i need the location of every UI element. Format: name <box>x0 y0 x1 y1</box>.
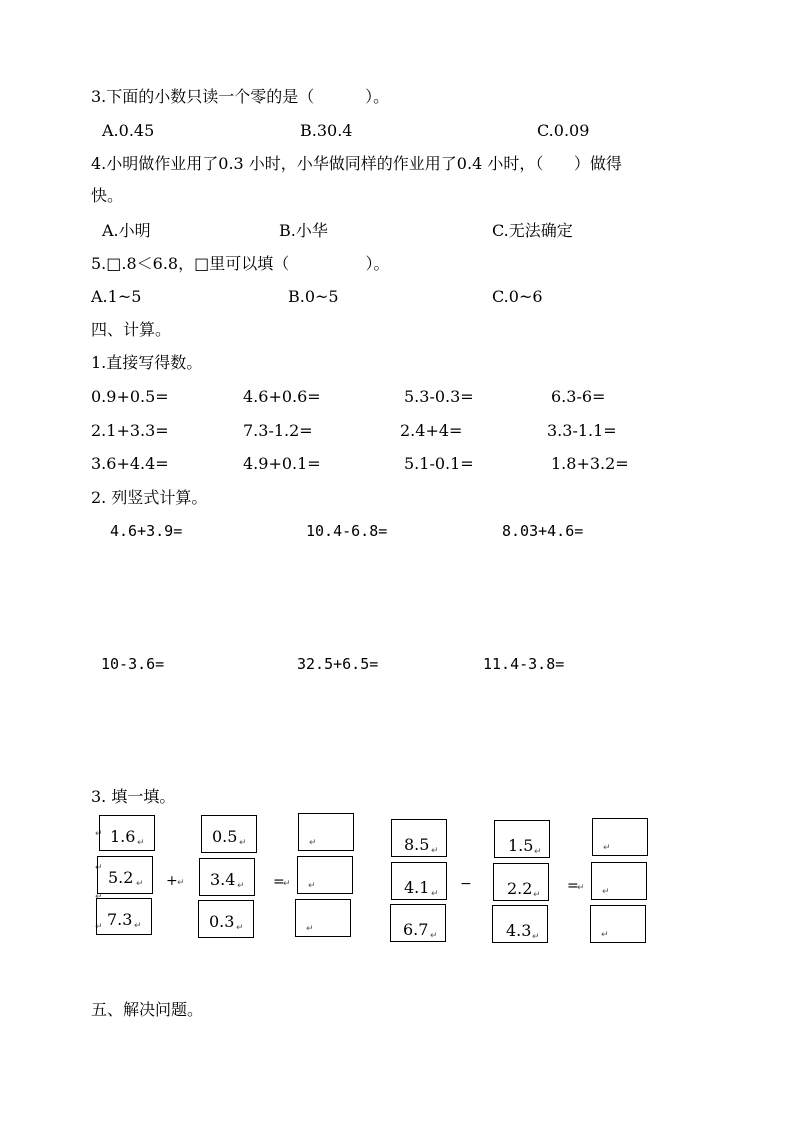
vertical-calc-item: 10-3.6= <box>101 655 165 673</box>
minuend-box <box>391 819 447 857</box>
direct-calc-item: 5.3-0.3= <box>404 387 474 406</box>
direct-calc-item: 3.3-1.1= <box>547 421 617 440</box>
return-mark: ↵ <box>577 883 585 893</box>
minuend-box <box>391 862 447 900</box>
answer-box[interactable] <box>592 818 648 856</box>
question-4-line1: 4.小明做作业用了0.3 小时，小华做同样的作业用了0.4 小时，（ ）做得 <box>91 154 622 173</box>
answer-box[interactable] <box>590 905 646 943</box>
addend-value: 7.3 <box>107 910 133 929</box>
addend-value: 0.3 <box>209 912 235 931</box>
return-mark: ↵ <box>431 889 439 899</box>
direct-calc-item: 1.8+3.2= <box>551 454 629 473</box>
q3-option-a: A.0.45 <box>102 121 155 140</box>
addend-box <box>199 858 255 896</box>
question-5: 5.□.8＜6.8，□里可以填（ ）。 <box>91 254 390 273</box>
subtrahend-box <box>494 820 550 858</box>
direct-calc-item: 3.6+4.4= <box>91 454 169 473</box>
q3-option-c: C.0.09 <box>537 121 590 140</box>
return-mark: ↵ <box>95 922 103 932</box>
return-mark: ↵ <box>137 838 145 848</box>
return-mark: ↵ <box>239 838 247 848</box>
direct-calc-item: 4.9+0.1= <box>243 454 321 473</box>
q3-option-b: B.30.4 <box>300 121 353 140</box>
section-5-title: 五、解决问题。 <box>91 1000 204 1019</box>
vertical-calc-item: 8.03+4.6= <box>502 522 584 540</box>
return-mark: ↵ <box>309 838 317 848</box>
question-4-line2: 快。 <box>91 186 124 205</box>
addend-box <box>201 815 257 853</box>
direct-calc-item: 4.6+0.6= <box>243 387 321 406</box>
answer-box[interactable] <box>295 899 351 937</box>
return-mark: ↵ <box>177 878 185 888</box>
direct-calc-item: 5.1-0.1= <box>404 454 474 473</box>
return-mark: ↵ <box>306 924 314 934</box>
q4-option-b: B.小华 <box>279 221 328 240</box>
return-mark: ↵ <box>430 931 438 941</box>
return-mark: ↵ <box>532 932 540 942</box>
direct-calc-item: 6.3-6= <box>551 387 606 406</box>
answer-box[interactable] <box>297 856 353 894</box>
subtrahend-box <box>492 905 548 943</box>
return-mark: ↵ <box>95 892 103 902</box>
addend-box <box>96 898 152 935</box>
addend-value: 0.5 <box>212 827 238 846</box>
addend-box <box>99 815 155 851</box>
vertical-calc-item: 10.4-6.8= <box>306 522 388 540</box>
equals-sign: = <box>273 874 285 890</box>
return-mark: ↵ <box>533 890 541 900</box>
addend-box <box>97 856 153 894</box>
subtrahend-box <box>493 863 549 901</box>
addend-value: 5.2 <box>108 868 134 887</box>
answer-box[interactable] <box>591 862 647 900</box>
return-mark: ↵ <box>95 863 103 873</box>
vertical-calc-item: 4.6+3.9= <box>110 522 183 540</box>
plus-sign: + <box>166 873 178 889</box>
minuend-value: 6.7 <box>403 920 429 939</box>
return-mark: ↵ <box>431 846 439 856</box>
return-mark: ↵ <box>602 887 610 897</box>
q4-option-c: C.无法确定 <box>492 221 573 240</box>
vertical-calc-title: 2. 列竖式计算。 <box>91 488 208 507</box>
q4-option-a: A.小明 <box>102 221 151 240</box>
direct-calc-title: 1.直接写得数。 <box>91 353 203 372</box>
q5-option-a: A.1~5 <box>91 287 142 306</box>
return-mark: ↵ <box>603 843 611 853</box>
minus-sign: − <box>460 876 472 892</box>
vertical-calc-item: 32.5+6.5= <box>297 655 379 673</box>
answer-box[interactable] <box>298 813 354 851</box>
section-4-title: 四、计算。 <box>91 320 172 339</box>
return-mark: ↵ <box>601 930 609 940</box>
q5-option-b: B.0~5 <box>288 287 339 306</box>
equals-sign: = <box>567 878 579 894</box>
return-mark: ↵ <box>95 829 103 839</box>
addend-box <box>198 900 254 938</box>
addend-value: 1.6 <box>110 827 136 846</box>
direct-calc-item: 0.9+0.5= <box>91 387 169 406</box>
subtrahend-value: 1.5 <box>508 836 534 855</box>
direct-calc-item: 2.4+4= <box>400 421 463 440</box>
minuend-value: 8.5 <box>404 835 430 854</box>
return-mark: ↵ <box>136 879 144 889</box>
return-mark: ↵ <box>283 879 291 889</box>
return-mark: ↵ <box>236 923 244 933</box>
return-mark: ↵ <box>534 847 542 857</box>
return-mark: ↵ <box>308 881 316 891</box>
minuend-value: 4.1 <box>404 878 430 897</box>
question-3: 3.下面的小数只读一个零的是（ ）。 <box>91 87 390 106</box>
direct-calc-item: 2.1+3.3= <box>91 421 169 440</box>
return-mark: ↵ <box>134 921 142 931</box>
minuend-box <box>390 904 446 942</box>
subtrahend-value: 4.3 <box>506 921 532 940</box>
subtrahend-value: 2.2 <box>507 879 533 898</box>
return-mark: ↵ <box>237 881 245 891</box>
fill-title: 3. 填一填。 <box>91 787 176 806</box>
q5-option-c: C.0~6 <box>492 287 543 306</box>
direct-calc-item: 7.3-1.2= <box>243 421 313 440</box>
addend-value: 3.4 <box>210 870 236 889</box>
vertical-calc-item: 11.4-3.8= <box>483 655 565 673</box>
